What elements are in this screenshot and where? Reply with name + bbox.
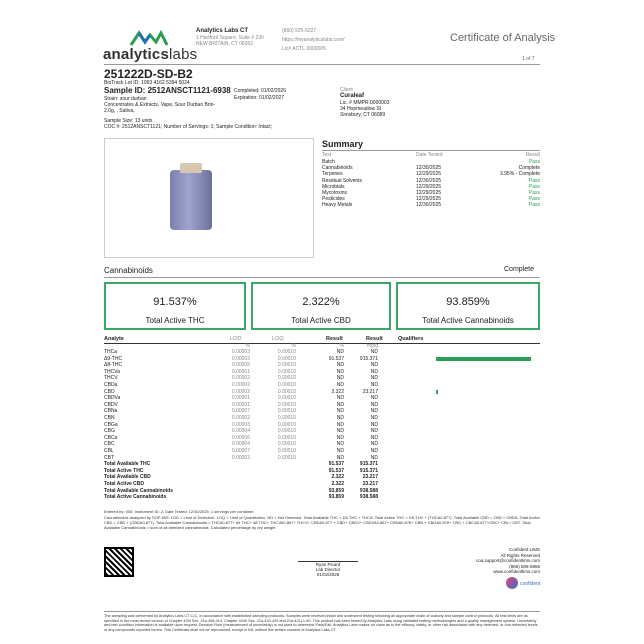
confident-rights: All Rights Reserved	[500, 552, 540, 558]
total-cannabinoids-label: Total Active Cannabinoids	[422, 316, 514, 325]
result-bar	[436, 390, 438, 394]
units-row: % % % mg/g	[245, 343, 378, 349]
total-cbd-label: Total Active CBD	[291, 316, 351, 325]
analyte-row: CBC 0.00004 0.00010 ND ND	[104, 441, 378, 448]
expiration-date: Expiration: 01/02/2027	[234, 95, 285, 101]
confident-brand: confident	[520, 581, 541, 587]
analyte-row: CBDV 0.00001 0.00010 ND ND	[104, 401, 378, 408]
logo-mountain-icon	[130, 30, 168, 46]
vape-cartridge	[170, 170, 212, 230]
lab-name: Analytics Labs CT	[196, 28, 249, 34]
total-row: Total Available Cannabinoids 93.859 938.588	[104, 487, 378, 494]
footer-divider	[104, 611, 540, 612]
confident-info	[456, 547, 540, 575]
strain: Strain: sour durban	[104, 96, 147, 102]
analyte-row: THCa 0.00003 0.00010 ND ND	[104, 349, 378, 355]
analyte-row: CBDVa 0.00001 0.00010 ND ND	[104, 395, 378, 402]
confident-title: Confident LIMS	[508, 547, 540, 552]
lab-city: NEW BRITAIN, CT 06052	[196, 41, 254, 47]
total-cbd-box	[251, 282, 391, 330]
lab-contact	[282, 28, 382, 52]
batch-id: 251222D-SD-B2	[104, 67, 193, 81]
summary-title: Summary	[322, 139, 364, 149]
analyte-row: CBT 0.00003 0.00010 ND ND	[104, 454, 378, 461]
lab-address: 1 Hartford Square, Suite # 230	[196, 35, 264, 41]
logo-wordmark: analyticslabs	[103, 46, 198, 63]
confident-email[interactable]: coa.support@confidentlims.com	[475, 558, 540, 563]
analyte-row: CBG 0.00004 0.00010 ND ND	[104, 428, 378, 435]
cannabinoids-divider	[104, 277, 540, 278]
coc: COC #: 2512ANSCT1121; Number of Servings: 1; Sample Condition: Intact;	[104, 124, 273, 130]
signer-title: Lab Director	[315, 567, 341, 572]
completed-date: Completed: 01/02/2026	[234, 88, 286, 94]
analyte-row: THCV 0.00002 0.00010 ND ND	[104, 375, 378, 382]
vape-mouthpiece	[180, 163, 202, 173]
signature-date: 01/02/2026	[316, 572, 340, 577]
total-row: Total Available CBD 2.322 23.217	[104, 474, 378, 481]
analyte-row: CBNa 0.00007 0.00010 ND ND	[104, 408, 378, 415]
client-name: Curaleaf	[340, 93, 365, 99]
signer-name: Ryan Picard	[315, 562, 341, 567]
analyte-row: CBN 0.00002 0.00010 ND ND	[104, 415, 378, 421]
total-cannabinoids-box	[396, 282, 540, 330]
confident-phone: (866) 506-5866	[509, 563, 540, 569]
analyte-row: CBD 0.00002 0.00010 2.322 23.217	[104, 388, 378, 395]
confident-logo-icon	[506, 577, 518, 589]
biotrack-lot: BioTrack Lot ID: 1993 4162 5394 5024	[104, 80, 190, 86]
total-row: Total Active CBD 2.322 23.217	[104, 481, 378, 487]
total-thc-box	[104, 282, 246, 330]
page-number: 1 of 7	[522, 56, 535, 62]
total-cannabinoids-value: 93.859%	[446, 296, 490, 308]
total-thc-label: Total Active THC	[145, 316, 205, 325]
header-divider	[104, 64, 540, 65]
lab-phone: (860) 925-5227	[282, 28, 317, 34]
client-address: 34 Hopmeadow St	[340, 106, 382, 112]
analyte-row: CBGa 0.00003 0.00010 ND ND	[104, 421, 378, 428]
analyte-row: Δ9-THC 0.00003 0.00010 91.537 915.371	[104, 355, 378, 362]
client-city: Simsbury, CT 06089	[340, 112, 386, 118]
total-thc-value: 91.537%	[153, 296, 197, 308]
document-title: Certificate of Analysis	[450, 32, 556, 44]
cannabinoids-status: Complete	[504, 266, 534, 273]
analyte-row: CBL 0.00007 0.00010 ND ND	[104, 448, 378, 454]
weight: 2.0g, , Sativa,	[104, 108, 135, 114]
lab-license: Lic# ACTL.0000005	[282, 46, 326, 52]
analyte-row: CBDa 0.00002 0.00010 ND ND	[104, 382, 378, 388]
client-label: Client	[340, 87, 353, 93]
total-row: Total Available THC 91.537 915.371	[104, 461, 378, 468]
confident-web[interactable]: www.confidentlims.com	[493, 569, 540, 574]
disclaimer: The sampling was performed by Analytics Labs CT LLC, in accordance with established sampling protocols. Samples were received intact and underwent testing following all appropriate chain of custody and sample control protocols. All test limits are as specified in the most recent version of Chapter 420f Sec. 21a-408-414. Chapter 420h Sec. 21a-420-429 and 21a-421j-1-40. This product has been tested by Analytics Labs using validated testing methodologies and a quality management system. Uncertainty and test condition information is available upon request. Decision Rule (measurement of uncertainty) is not used to determine Pass/Fail. Analytics Labs makes no claim as to the efficacy, safety, or other risk associated with any detected, or non-detected levels of any compounds reported herein. This Certificate shall not be reproduced, except in full, without the written consent of Analytics Labs CT.	[104, 614, 538, 632]
cannabinoids-title: Cannabinoids	[104, 266, 153, 275]
sample-size: Sample Size: 13 units	[104, 118, 153, 124]
client-license: Lic. # MMPR.0000003	[340, 100, 390, 106]
result-bar	[436, 357, 531, 361]
notes-methods: Cannabinoids analyzed by SOP-009. LOD = Limit of Detection, LOQ = Limit of Quantitation, ND = Not Detected. Total Available THC = D9-THC + THCA. Total Active THC = D9-THC + (THCA0.877). Total Available CBD = CBD + CBDA. Total Active CBD = CBD + (CBDA0.877). Total Available Cannabinoids = THCA0.877+ d9 THC+ d8 THC+ THCVA0.867+ THCV+ CBDA0.877 + CBD+ CBDV+ CBDVA0.867+ CBNA0.876+ CBN + CBGA0.878+ CBG + CBCA0.877+CBC+ CBL+ CBT. Total Available Cannabinoids = sum of all detected cannabinoids. Calculated percentage by dry weight	[104, 515, 540, 530]
total-row: Total Active Cannabinoids 93.859 938.588	[104, 494, 378, 501]
notes-entered: Entered by: 005; Instrument ID: 2; Date Tested: 12/30/2025; 1 servings per container.	[104, 509, 255, 514]
analyte-row: Δ8-THC 0.00005 0.00010 ND ND	[104, 362, 378, 369]
sample-id: Sample ID: 2512ANSCT1121-6938	[104, 86, 231, 95]
signature-block	[298, 562, 358, 577]
analyte-table-header: Analyte LOD LOQ Result Result Qualifiers	[104, 336, 424, 342]
total-row: Total Active THC 91.537 915.371	[104, 467, 378, 474]
total-cbd-value: 2.322%	[302, 296, 340, 308]
analyte-row: CBCa 0.00006 0.00010 ND ND	[104, 434, 378, 441]
summary-divider	[322, 150, 540, 151]
category: Concentrates & Extracts, Vape, Sour Durban Brio-	[104, 102, 216, 108]
qr-code-icon[interactable]	[104, 547, 134, 577]
lab-info	[196, 28, 286, 47]
lab-website[interactable]: https://myanalyticslabs.com/	[282, 37, 345, 43]
analyte-row: THCVa 0.00001 0.00010 ND ND	[104, 368, 378, 375]
